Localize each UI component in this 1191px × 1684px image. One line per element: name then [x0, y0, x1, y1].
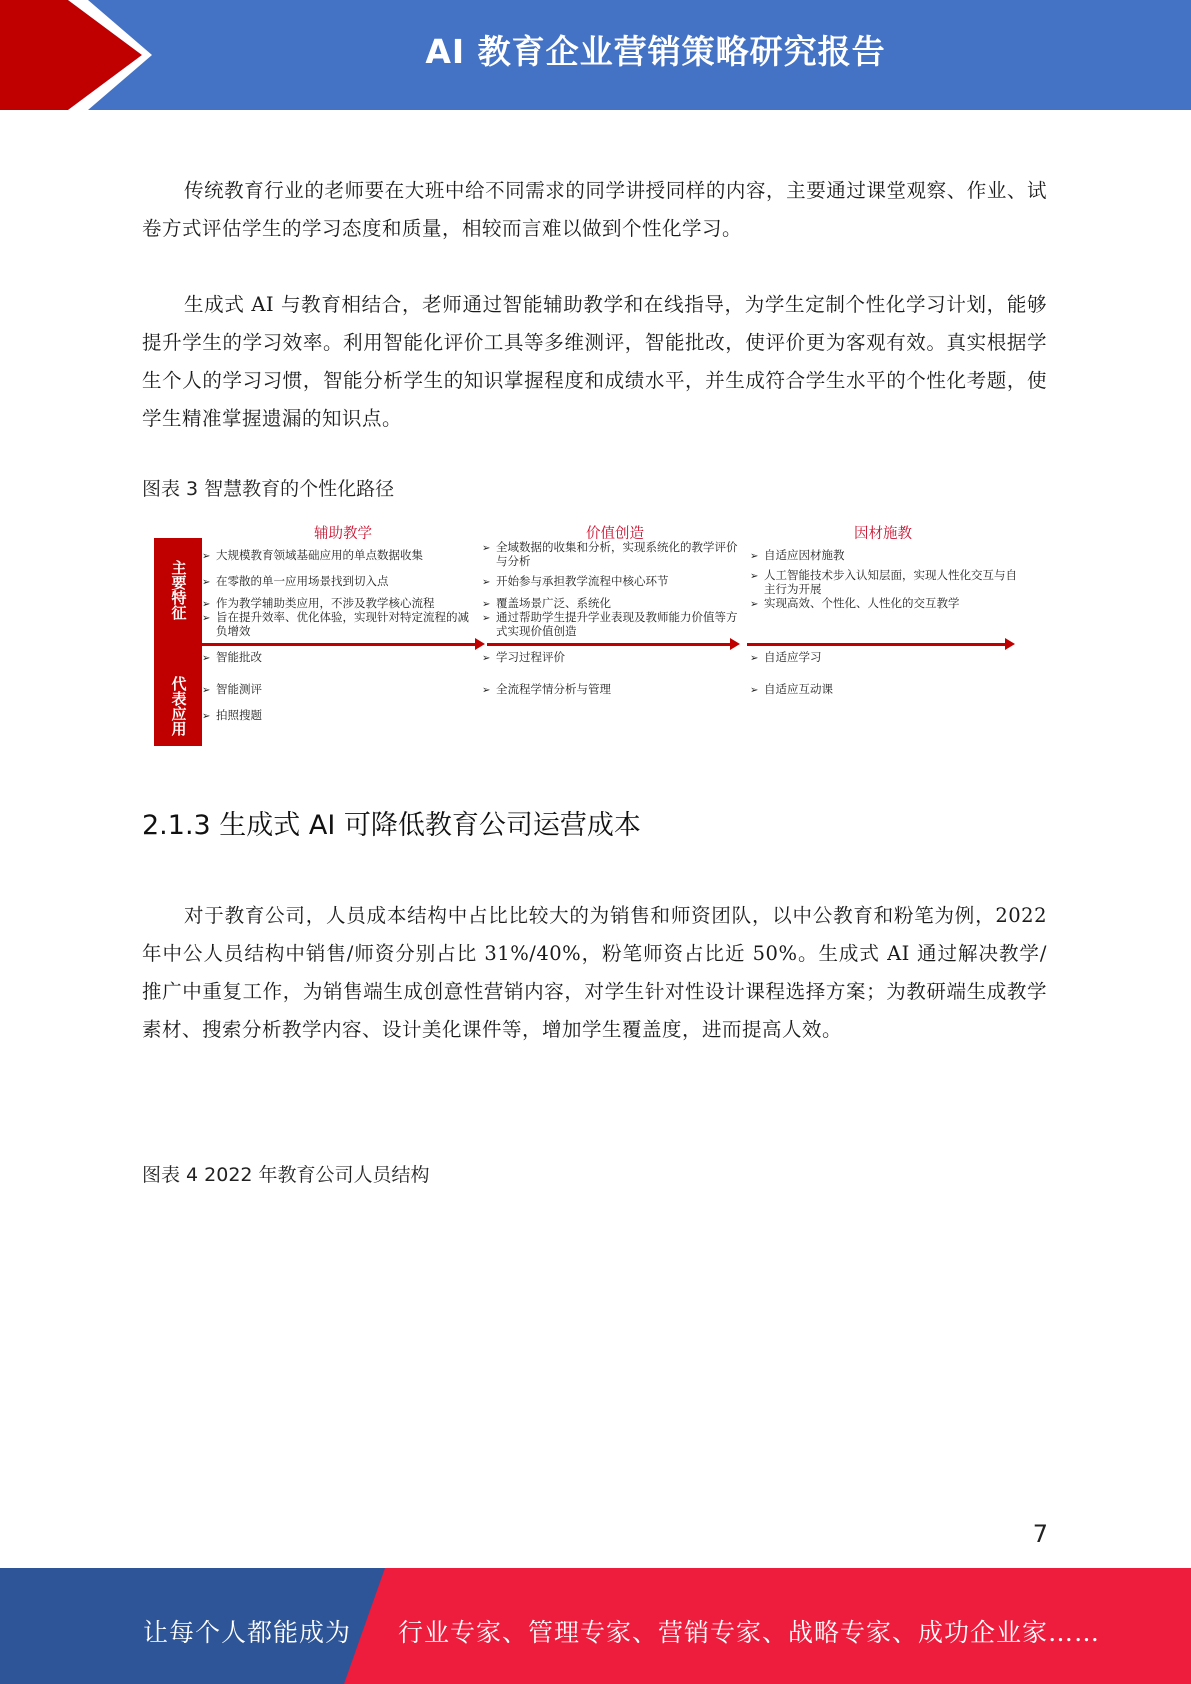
figure-3-caption: 图表 3 智慧教育的个性化路径: [142, 478, 395, 500]
bullet-arrow-icon: ➢: [482, 685, 491, 696]
feature-item: ➢ 在零散的单一应用场景找到切入点: [202, 574, 389, 588]
arrow-head-icon: [1005, 638, 1015, 650]
feature-item: ➢ 大规模教育领域基础应用的单点数据收集: [202, 548, 423, 562]
application-item: ➢ 拍照搜题: [202, 708, 262, 722]
application-item: ➢ 全流程学情分析与管理: [482, 682, 611, 696]
bullet-arrow-icon: ➢: [202, 685, 211, 696]
footer-slogan-right: 行业专家、管理专家、营销专家、战略专家、成功企业家……: [398, 1618, 1101, 1647]
bullet-arrow-icon: ➢: [482, 577, 491, 588]
feature-item: ➢ 作为教学辅助类应用，不涉及教学核心流程: [202, 596, 435, 610]
section-heading: 2.1.3 生成式 AI 可降低教育公司运营成本: [142, 810, 641, 841]
paragraph-generative-ai-education: 生成式 AI 与教育相结合，老师通过智能辅助教学和在线指导，为学生定制个性化学习计划，能够提升学生的学习效率。利用智能化评价工具等多维测评，智能批改，使评价更为客观有效。真实根据学生个人的学习习惯，智能分析学生的知识掌握程度和成绩水平，并生成符合学生水平的个性化考题，使学生精准掌握遗漏的知识点。: [142, 293, 1047, 430]
bullet-arrow-icon: ➢: [202, 577, 211, 588]
feature-item: ➢ 人工智能技术步入认知层面，实现人性化交互与自主行为开展: [750, 568, 1017, 596]
bullet-arrow-icon: ➢: [750, 551, 759, 562]
row-label-applications: 代表应用: [169, 676, 188, 736]
column-title-assisted-teaching: 辅助教学: [314, 526, 372, 542]
application-item: ➢ 学习过程评价: [482, 650, 565, 664]
footer-slogan-left: 让每个人都能成为: [143, 1618, 352, 1647]
arrow-line: [747, 643, 1007, 646]
row-label-features: 主要特征: [169, 560, 188, 620]
application-item: ➢ 智能测评: [202, 682, 262, 696]
arrow-head-icon: [730, 638, 740, 650]
page-number: 7: [1032, 1520, 1048, 1548]
page-header: [0, 0, 1191, 110]
bullet-arrow-icon: ➢: [202, 599, 211, 610]
report-title: AI 教育企业营销策略研究报告: [425, 32, 886, 71]
paragraph-traditional-education: 传统教育行业的老师要在大班中给不同需求的同学讲授同样的内容，主要通过课堂观察、作业、试卷方式评估学生的学习态度和质量，相较而言难以做到个性化学习。: [142, 179, 1047, 240]
bullet-arrow-icon: ➢: [750, 599, 759, 610]
bullet-arrow-icon: ➢: [482, 599, 491, 610]
application-item: ➢ 智能批改: [202, 650, 262, 664]
arrow-line: [202, 643, 477, 646]
bullet-arrow-icon: ➢: [750, 685, 759, 696]
page-footer: [0, 1568, 1191, 1684]
feature-item: ➢ 通过帮助学生提升学业表现及教师能力价值等方式实现价值创造: [482, 610, 738, 638]
arrow-head-icon: [475, 638, 485, 650]
bullet-arrow-icon: ➢: [750, 653, 759, 664]
bullet-arrow-icon: ➢: [750, 571, 759, 582]
row-label-bar: [154, 538, 202, 746]
column-title-tailored-teaching: 因材施教: [854, 526, 912, 542]
feature-item: ➢ 全域数据的收集和分析，实现系统化的教学评价与分析: [482, 540, 738, 568]
bullet-arrow-icon: ➢: [482, 613, 491, 624]
bullet-arrow-icon: ➢: [482, 653, 491, 664]
feature-item: ➢ 开始参与承担教学流程中核心环节: [482, 574, 669, 588]
figure-3-personalization-path: [150, 518, 1030, 736]
application-item: ➢ 自适应学习: [750, 650, 822, 664]
column-title-value-creation: 价值创造: [586, 526, 644, 542]
bullet-arrow-icon: ➢: [202, 711, 211, 722]
bullet-arrow-icon: ➢: [202, 613, 211, 624]
figure-4-caption: 图表 4 2022 年教育公司人员结构: [142, 1164, 430, 1186]
application-item: ➢ 自适应互动课: [750, 682, 833, 696]
bullet-arrow-icon: ➢: [482, 543, 491, 554]
bullet-arrow-icon: ➢: [202, 551, 211, 562]
bullet-arrow-icon: ➢: [202, 653, 211, 664]
feature-item: ➢ 自适应因材施教: [750, 548, 845, 562]
paragraph-cost-reduction: 对于教育公司，人员成本结构中占比比较大的为销售和师资团队，以中公教育和粉笔为例，2022 年中公人员结构中销售/师资分别占比 31%/40%，粉笔师资占比近 50%。生成式 AI 通过解决教学/推广中重复工作，为销售端生成创意性营销内容，对学生针对性设计课程选择方案；为教研端生成教学素材、搜索分析教学内容、设计美化课件等，增加学生覆盖度，进而提高人效。: [142, 904, 1047, 1041]
feature-item: ➢ 旨在提升效率、优化体验，实现针对特定流程的减负增效: [202, 610, 469, 638]
feature-item: ➢ 实现高效、个性化、人性化的交互教学: [750, 596, 960, 610]
arrow-line: [487, 643, 732, 646]
feature-item: ➢ 覆盖场景广泛、系统化: [482, 596, 611, 610]
